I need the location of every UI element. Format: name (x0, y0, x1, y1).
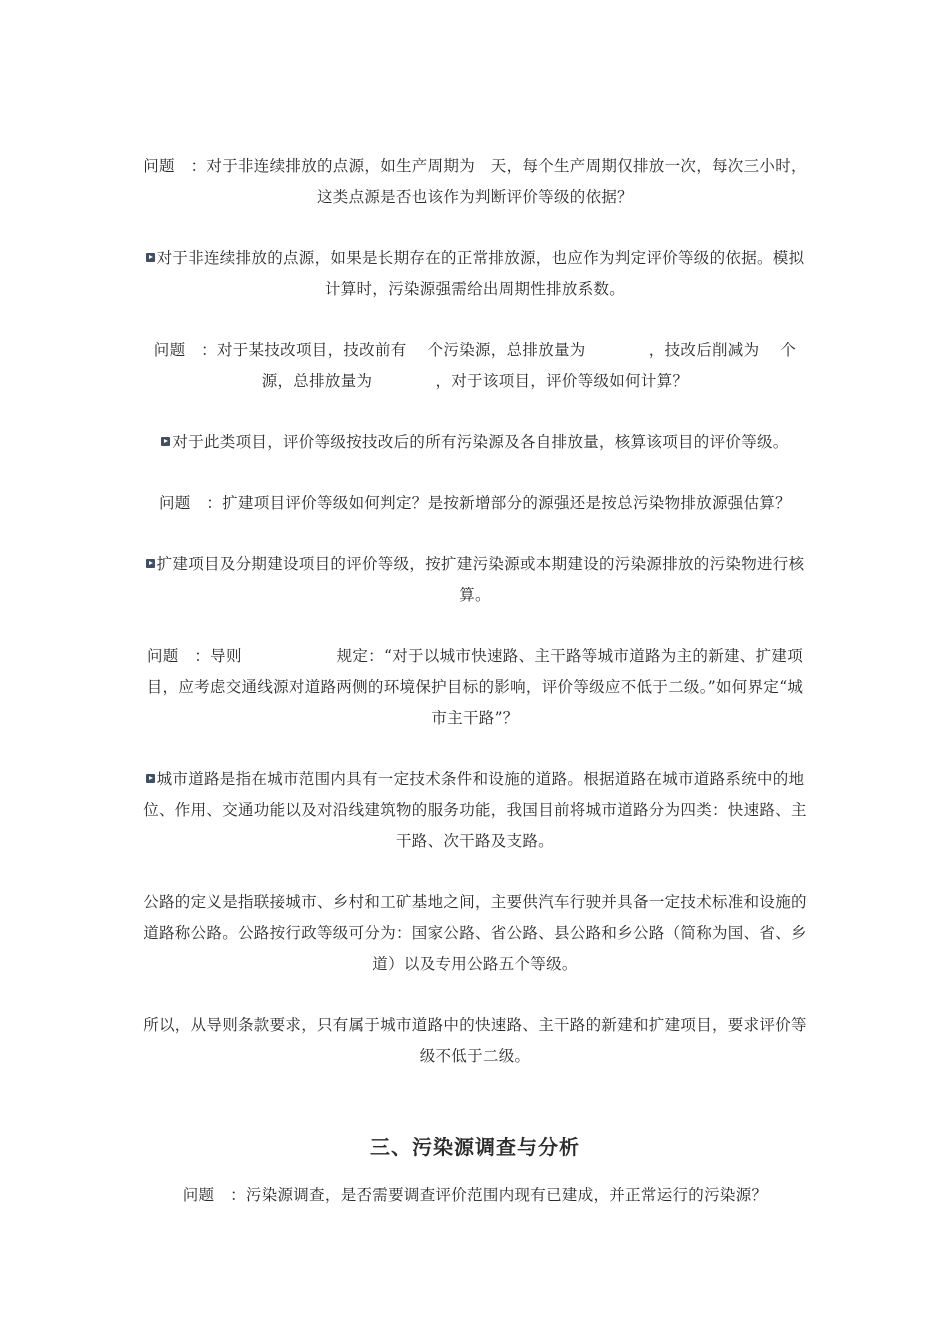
question-5 (142, 1180, 808, 1211)
answer-3-text: 扩建项目及分期建设项目的评价等级，按扩建污染源或本期建设的污染源排放的污染物进行核算。 (156, 555, 805, 604)
question-3-text: 问题 ：扩建项目评价等级如何判定？是按新增部分的源强还是按总污染物排放源强估算？ (158, 494, 791, 512)
question-4-text: 问题 ：导则 规定：“对于以城市快速路、主干路等城市道路为主的新建、扩建项目，应考虑交通线源对道路两侧的环境保护目标的影响，评价等级应不低于二级。”如何界定“城市主干路”？ (146, 647, 804, 727)
question-5-text: 问题 ：污染源调查，是否需要调查评价范围内现有已建成，并正常运行的污染源？ (182, 1186, 768, 1204)
answer-arrow-icon (146, 253, 155, 262)
question-2 (142, 335, 808, 397)
answer-1 (142, 243, 808, 305)
answer-arrow-icon (146, 559, 155, 568)
highway-definition (142, 887, 808, 980)
answer-4-text: 城市道路是指在城市范围内具有一定技术条件和设施的道路。根据道路在城市道路系统中的地位、作用、交通功能以及对沿线建筑物的服务功能，我国目前将城市道路分为四类：快速路、主干路、次干路及支路。 (143, 770, 807, 850)
answer-2-text: 对于此类项目，评价等级按技改后的所有污染源及各自排放量，核算该项目的评价等级。 (172, 433, 789, 451)
answer-arrow-icon (146, 774, 155, 783)
question-4 (142, 641, 808, 734)
section-heading: 三、污染源调查与分析 (370, 1135, 580, 1159)
answer-4 (142, 764, 808, 857)
answer-arrow-icon (161, 437, 170, 446)
question-3 (142, 488, 808, 519)
conclusion (142, 1010, 808, 1072)
answer-1-text: 对于非连续排放的点源，如果是长期存在的正常排放源，也应作为判定评价等级的依据。模拟计算时，污染源强需给出周期性排放系数。 (156, 249, 805, 298)
highway-definition-text: 公路的定义是指联接城市、乡村和工矿基地之间，主要供汽车行驶并具备一定技术标准和设施的道路称公路。公路按行政等级可分为：国家公路、省公路、县公路和乡公路（简称为国、省、乡道）以及专用公路五个等级。 (143, 893, 807, 973)
question-1-text: 问题 ：对于非连续排放的点源，如生产周期为 天，每个生产周期仅排放一次，每次三小时，这类点源是否也该作为判断评价等级的依据？ (143, 157, 807, 206)
conclusion-text: 所以，从导则条款要求，只有属于城市道路中的快速路、主干路的新建和扩建项目，要求评价等级不低于二级。 (143, 1016, 807, 1065)
answer-3 (142, 549, 808, 611)
question-1 (142, 151, 808, 213)
question-2-text: 问题 ：对于某技改项目，技改前有 个污染源，总排放量为 ，技改后削减为 个源，总排放量为 ，对于该项目，评价等级如何计算？ (153, 341, 797, 390)
answer-2 (142, 427, 808, 458)
